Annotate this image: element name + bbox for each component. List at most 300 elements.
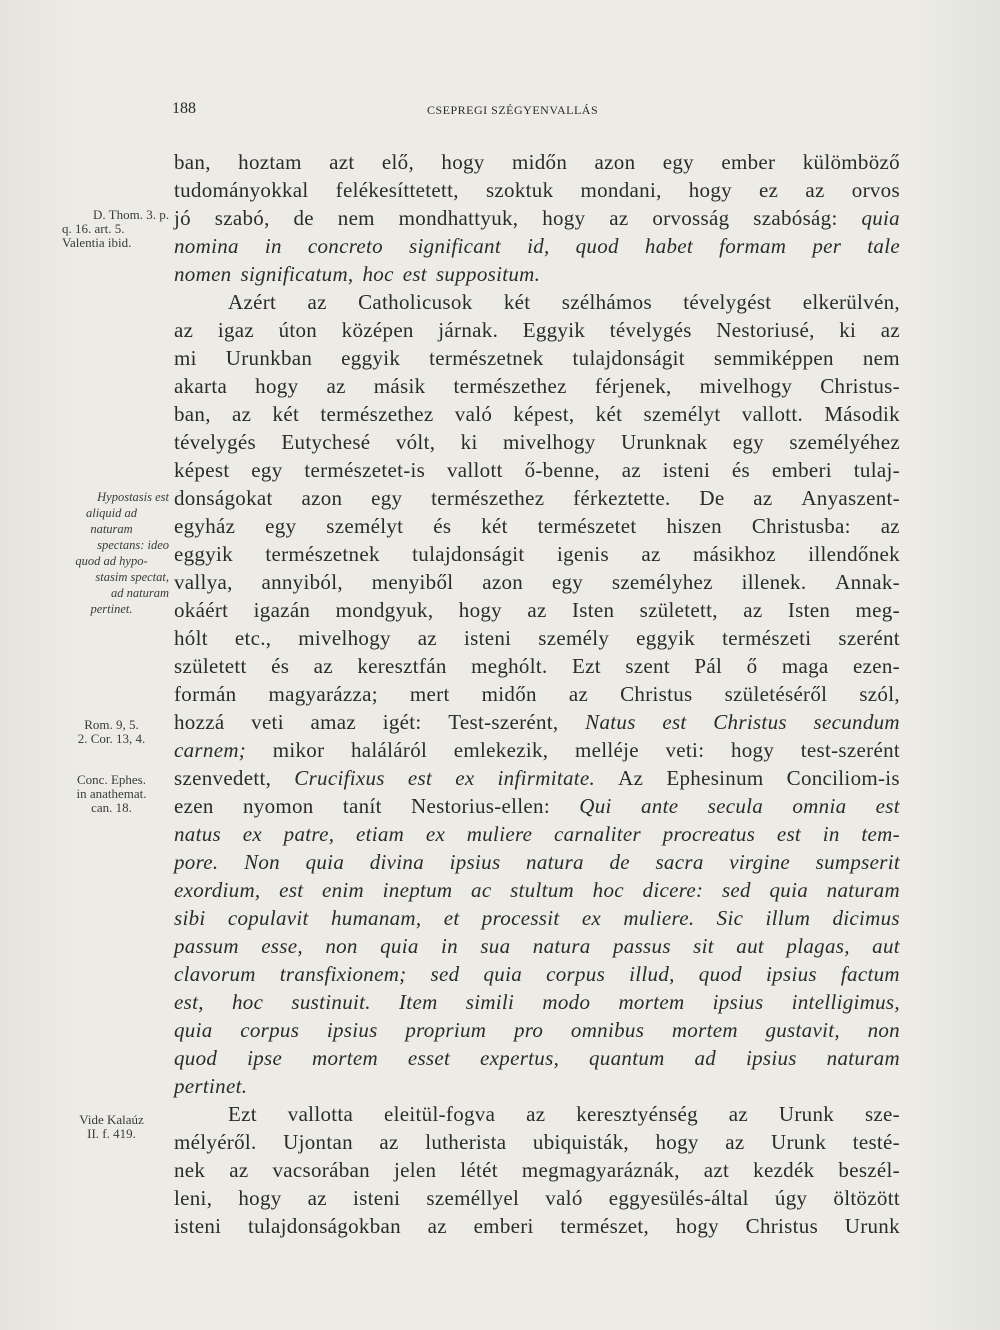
word: quod bbox=[698, 962, 742, 986]
word: aut bbox=[736, 934, 765, 958]
word: natura bbox=[532, 934, 591, 958]
word: omnia bbox=[792, 794, 847, 818]
word: test-szerént bbox=[800, 738, 900, 762]
word: Isten bbox=[571, 598, 615, 622]
word: dicimus bbox=[832, 906, 900, 930]
word: gustavit, bbox=[765, 1018, 840, 1042]
word: nek bbox=[174, 1158, 206, 1182]
word: szenvedett, bbox=[174, 766, 272, 790]
word: lutherista bbox=[425, 1130, 507, 1154]
word: ő-benne, bbox=[524, 458, 600, 482]
word: passus bbox=[612, 934, 671, 958]
word: leni, bbox=[174, 1186, 213, 1210]
word: de bbox=[609, 850, 630, 874]
word: illud, bbox=[629, 962, 675, 986]
word: testé- bbox=[852, 1130, 900, 1154]
word: De bbox=[699, 486, 725, 510]
word: id, bbox=[527, 234, 550, 258]
text-line bbox=[174, 960, 900, 988]
word: két bbox=[481, 514, 508, 538]
word: vallya, bbox=[174, 570, 233, 594]
word: ezen bbox=[174, 794, 214, 818]
word: az bbox=[427, 1214, 447, 1238]
word: quod bbox=[575, 234, 619, 258]
word: humanam, bbox=[330, 906, 422, 930]
word: nem bbox=[337, 206, 375, 230]
word: ember bbox=[721, 150, 776, 174]
word: patre, bbox=[283, 822, 335, 846]
word: pertinet. bbox=[174, 1074, 248, 1098]
text-line bbox=[174, 792, 900, 820]
text-line bbox=[174, 176, 900, 204]
word: Conciliom-is bbox=[786, 766, 900, 790]
word: egy bbox=[551, 570, 584, 594]
word: orvosság bbox=[652, 206, 730, 230]
word: significatum, bbox=[240, 262, 354, 286]
word: tulaj- bbox=[853, 458, 900, 482]
word: quia bbox=[483, 962, 523, 986]
text-line bbox=[174, 1184, 900, 1212]
word: tévelygést bbox=[683, 290, 772, 314]
word: vacsorában bbox=[272, 1158, 370, 1182]
word: Christus bbox=[713, 710, 787, 734]
word: isteni bbox=[174, 1214, 222, 1238]
margin-note-vide: Vide Kalaúz II. f. 419. bbox=[79, 1112, 144, 1141]
word: clavorum bbox=[174, 962, 256, 986]
word: Sic bbox=[716, 906, 744, 930]
word: esse, bbox=[261, 934, 303, 958]
word: de bbox=[293, 206, 314, 230]
word: keresztfán bbox=[357, 654, 447, 678]
text-line bbox=[174, 680, 900, 708]
word: tévelygés bbox=[609, 318, 692, 342]
text-line bbox=[174, 708, 900, 736]
word: midőn bbox=[481, 682, 537, 706]
word: Urunkban bbox=[225, 346, 313, 370]
margin-note-hypostasis: Hypostasis est aliquid ad naturam spectans: ideo quod ad hypo- stasim spectat, ad naturam pertinet. bbox=[75, 490, 169, 616]
word: Eutychesé bbox=[281, 430, 371, 454]
text-line bbox=[174, 400, 900, 428]
text-line bbox=[174, 204, 900, 232]
word: személy bbox=[538, 626, 610, 650]
word: mondgyuk, bbox=[335, 598, 434, 622]
word: hogy bbox=[730, 738, 775, 762]
word: férjenek, bbox=[594, 374, 672, 398]
word: keresztyénség bbox=[576, 1102, 698, 1126]
word: vallott bbox=[446, 458, 503, 482]
word: naturam bbox=[826, 1046, 900, 1070]
word: másik bbox=[373, 374, 426, 398]
word: Urunk bbox=[778, 1102, 835, 1126]
word: tulajdonságit bbox=[412, 542, 525, 566]
word: concreto bbox=[307, 234, 383, 258]
word: mortem bbox=[671, 1018, 738, 1042]
word: az bbox=[880, 514, 900, 538]
text-line bbox=[174, 764, 900, 792]
word: szabó, bbox=[214, 206, 270, 230]
word: plagas, bbox=[786, 934, 850, 958]
word: járnak. bbox=[438, 318, 499, 342]
word: est bbox=[776, 822, 802, 846]
text-line bbox=[174, 1212, 900, 1240]
word: ipsius bbox=[326, 1018, 378, 1042]
word: meg- bbox=[855, 598, 900, 622]
word: proprium bbox=[405, 1018, 487, 1042]
word: nomina bbox=[174, 234, 239, 258]
word: est bbox=[875, 794, 900, 818]
word: vallott. bbox=[741, 402, 804, 426]
word: secundum bbox=[813, 710, 900, 734]
word: az bbox=[307, 1186, 327, 1210]
word: infirmitate. bbox=[497, 766, 596, 790]
text-line bbox=[174, 988, 900, 1016]
text-line bbox=[174, 568, 900, 596]
word: Urunk bbox=[770, 1130, 827, 1154]
word: tudományokkal bbox=[174, 178, 309, 202]
word: copulavit bbox=[227, 906, 309, 930]
word: isteni bbox=[352, 1186, 401, 1210]
word: est bbox=[402, 262, 427, 286]
text-line bbox=[174, 148, 900, 176]
word: sze- bbox=[864, 1102, 900, 1126]
word: naturam bbox=[826, 878, 900, 902]
word: intelligimus, bbox=[791, 990, 900, 1014]
word: képest bbox=[174, 458, 230, 482]
word: külömböző bbox=[802, 150, 900, 174]
word: aut bbox=[872, 934, 900, 958]
word: ante bbox=[640, 794, 679, 818]
word: pro bbox=[513, 1018, 544, 1042]
text-line bbox=[174, 820, 900, 848]
word: Crucifixus bbox=[294, 766, 385, 790]
word: kezdék bbox=[753, 1158, 815, 1182]
word: hogy bbox=[675, 1214, 719, 1238]
word: hoc bbox=[592, 878, 624, 902]
word: ban, bbox=[174, 402, 211, 426]
word: és bbox=[731, 458, 750, 482]
word: beszél- bbox=[838, 1158, 900, 1182]
word: suppositum. bbox=[435, 262, 541, 286]
word: mert bbox=[409, 682, 450, 706]
word: két bbox=[595, 402, 623, 426]
word: az bbox=[313, 654, 333, 678]
word: hoc bbox=[362, 262, 394, 286]
text-line bbox=[174, 428, 900, 456]
word: etiam bbox=[355, 822, 405, 846]
word: mortem bbox=[311, 1046, 378, 1070]
word: az bbox=[174, 318, 194, 342]
text-line bbox=[174, 848, 900, 876]
word: személyéhez bbox=[789, 430, 900, 454]
word: sumpserit bbox=[815, 850, 900, 874]
text-line bbox=[174, 512, 900, 540]
word: mondani, bbox=[580, 178, 662, 202]
page-header bbox=[172, 100, 898, 124]
word: haláláról bbox=[351, 738, 428, 762]
word: ipsius bbox=[449, 850, 501, 874]
word: Ujontan bbox=[283, 1130, 353, 1154]
word: donságokat bbox=[174, 486, 273, 510]
word: az bbox=[621, 458, 641, 482]
word: személyt bbox=[643, 402, 721, 426]
word: az bbox=[326, 374, 346, 398]
word: simili bbox=[465, 990, 515, 1014]
word: isteni bbox=[464, 626, 512, 650]
word: Urunk bbox=[844, 1214, 900, 1238]
word: ipse bbox=[247, 1046, 283, 1070]
word: Christus bbox=[745, 1214, 819, 1238]
word: mondhattyuk, bbox=[398, 206, 519, 230]
word: melléje bbox=[574, 738, 639, 762]
word: ez bbox=[759, 178, 779, 202]
word: felékesíttetett, bbox=[335, 178, 459, 202]
word: Christusba: bbox=[751, 514, 851, 538]
word: tale bbox=[867, 234, 900, 258]
word: corpus bbox=[240, 1018, 300, 1042]
word: tem- bbox=[861, 822, 900, 846]
text-line bbox=[174, 876, 900, 904]
text-line bbox=[174, 736, 900, 764]
word: való bbox=[545, 1186, 583, 1210]
word: sed bbox=[721, 878, 751, 902]
word: hoztam bbox=[238, 150, 302, 174]
word: egyház bbox=[174, 514, 236, 538]
word: processit bbox=[481, 906, 560, 930]
word: az bbox=[526, 1102, 546, 1126]
word: eggyesülés-által bbox=[608, 1186, 749, 1210]
word: ki bbox=[839, 318, 857, 342]
text-line bbox=[174, 1128, 900, 1156]
word: tulajdonságokban bbox=[247, 1214, 401, 1238]
word: született, bbox=[639, 598, 718, 622]
word: Item bbox=[399, 990, 438, 1014]
word: okáért bbox=[174, 598, 229, 622]
word: mélyéről. bbox=[174, 1130, 257, 1154]
word: orvos bbox=[851, 178, 900, 202]
page-number: 188 bbox=[172, 100, 196, 117]
word: modo bbox=[542, 990, 591, 1014]
word: hólt bbox=[174, 626, 208, 650]
word: mivelhogy bbox=[503, 430, 596, 454]
word: az bbox=[417, 626, 438, 650]
word: hiszen bbox=[666, 514, 722, 538]
word: carnem; bbox=[174, 738, 247, 762]
word: quia bbox=[769, 878, 809, 902]
word: ipsius bbox=[766, 962, 817, 986]
word: eggyik bbox=[341, 346, 401, 370]
word: hogy bbox=[458, 598, 502, 622]
margin-note-rom: Rom. 9, 5. 2. Cor. 13, 4. bbox=[77, 717, 146, 746]
word: az bbox=[753, 486, 773, 510]
word: mivelhogy bbox=[298, 626, 391, 650]
word: természethez bbox=[320, 402, 434, 426]
word: szoktuk bbox=[485, 178, 554, 202]
word: virgine bbox=[729, 850, 791, 874]
word: azt bbox=[703, 1158, 730, 1182]
word: nomen bbox=[174, 262, 232, 286]
word: enim bbox=[321, 878, 365, 902]
word: in bbox=[822, 822, 840, 846]
word: természeti bbox=[722, 626, 812, 650]
word: szól, bbox=[859, 682, 900, 706]
word: sibi bbox=[174, 906, 206, 930]
word: elkerülvén, bbox=[802, 290, 900, 314]
word: ineptum bbox=[382, 878, 453, 902]
word: két bbox=[503, 290, 531, 314]
word: személyhez bbox=[611, 570, 713, 594]
word: Isten bbox=[787, 598, 831, 622]
word: azon bbox=[482, 570, 524, 594]
word: natura bbox=[526, 850, 584, 874]
word: illum bbox=[765, 906, 811, 930]
word: Non bbox=[244, 850, 280, 874]
word: egy bbox=[662, 150, 694, 174]
word: akarta bbox=[174, 374, 228, 398]
word: Nestoriusé, bbox=[716, 318, 815, 342]
word: hozzá bbox=[174, 710, 225, 734]
word: quia bbox=[174, 1018, 213, 1042]
word: az bbox=[880, 318, 900, 342]
word: semmiképpen bbox=[713, 346, 834, 370]
text-line bbox=[174, 1072, 900, 1100]
word: úgy bbox=[774, 1186, 808, 1210]
word: nyomon bbox=[242, 794, 314, 818]
word: szélhámos bbox=[561, 290, 652, 314]
word: muliere bbox=[466, 822, 533, 846]
word: hogy bbox=[688, 178, 732, 202]
word: emberi bbox=[473, 1214, 534, 1238]
word: személlyel bbox=[426, 1186, 520, 1210]
word: szabóság: bbox=[753, 206, 838, 230]
word: carnaliter bbox=[553, 822, 641, 846]
text-line bbox=[174, 484, 900, 512]
word: és bbox=[271, 654, 290, 678]
word: sua bbox=[480, 934, 511, 958]
word: hogy bbox=[542, 206, 586, 230]
word: Natus bbox=[585, 710, 636, 734]
text-line bbox=[174, 288, 900, 316]
word: mikor bbox=[272, 738, 325, 762]
text-line bbox=[174, 932, 900, 960]
word: Az bbox=[618, 766, 644, 790]
word: hogy bbox=[655, 1130, 699, 1154]
text-line bbox=[174, 1156, 900, 1184]
word: illenek. bbox=[741, 570, 807, 594]
word: quia bbox=[380, 934, 419, 958]
word: férkeztette. bbox=[573, 486, 671, 510]
text-line bbox=[174, 652, 900, 680]
word: sed bbox=[430, 962, 460, 986]
word: factum bbox=[840, 962, 900, 986]
word: significant bbox=[409, 234, 501, 258]
word: mivelhogy bbox=[699, 374, 793, 398]
word: sustinuit. bbox=[291, 990, 371, 1014]
word: jó bbox=[174, 206, 191, 230]
word: ex bbox=[242, 822, 262, 846]
word: tulajdonságit bbox=[572, 346, 685, 370]
word: az bbox=[229, 1158, 249, 1182]
text-line bbox=[174, 596, 900, 624]
word: Ephesinum bbox=[666, 766, 764, 790]
word: ő bbox=[746, 654, 758, 678]
word: emberi bbox=[771, 458, 832, 482]
word: veti bbox=[251, 710, 284, 734]
word: igenis bbox=[556, 542, 609, 566]
word: természethez bbox=[453, 374, 567, 398]
word: azt bbox=[329, 150, 355, 174]
word: midőn bbox=[511, 150, 568, 174]
word: quia bbox=[861, 206, 900, 230]
word: divina bbox=[369, 850, 425, 874]
word: ezen- bbox=[852, 654, 900, 678]
word: képest, bbox=[513, 402, 575, 426]
text-line bbox=[174, 260, 900, 288]
word: in bbox=[264, 234, 282, 258]
word: per bbox=[812, 234, 842, 258]
word: stultum bbox=[510, 878, 575, 902]
word: született bbox=[174, 654, 247, 678]
word: non bbox=[325, 934, 358, 958]
word: pore. bbox=[174, 850, 219, 874]
word: úton bbox=[278, 318, 318, 342]
text-line bbox=[174, 904, 900, 932]
word: veti: bbox=[665, 738, 705, 762]
word: secula bbox=[707, 794, 764, 818]
word: hogy bbox=[238, 1186, 282, 1210]
word: egy bbox=[251, 458, 283, 482]
word: ipsius bbox=[712, 990, 764, 1014]
word: Azért bbox=[228, 290, 277, 314]
word: omnibus bbox=[570, 1018, 645, 1042]
word: az bbox=[527, 598, 547, 622]
word: tanít bbox=[342, 794, 382, 818]
word: ipsius bbox=[745, 1046, 797, 1070]
word: isteni bbox=[662, 458, 711, 482]
word: quia bbox=[305, 850, 345, 874]
word: Christus- bbox=[820, 374, 900, 398]
word: et bbox=[443, 906, 460, 930]
text-line bbox=[174, 316, 900, 344]
word: Nestorius-ellen: bbox=[411, 794, 550, 818]
word: ban, bbox=[174, 150, 211, 174]
word: Qui bbox=[579, 794, 612, 818]
word: natus bbox=[174, 822, 222, 846]
word: nem bbox=[862, 346, 900, 370]
word: természetnek bbox=[429, 346, 544, 370]
text-line bbox=[174, 344, 900, 372]
word: illendőnek bbox=[808, 542, 900, 566]
word: ubiquisták, bbox=[532, 1130, 629, 1154]
text-line bbox=[174, 1016, 900, 1044]
word: az bbox=[728, 1102, 749, 1126]
word: ex bbox=[425, 822, 446, 846]
word: az bbox=[641, 542, 661, 566]
word: est bbox=[662, 710, 687, 734]
margin-note-thom: D. Thom. 3. p. q. 16. art. 5. Valentia ibid. bbox=[62, 207, 169, 250]
text-line bbox=[174, 624, 900, 652]
word: Ezt bbox=[571, 654, 601, 678]
word: quantum bbox=[589, 1046, 665, 1070]
word: Test-szerént, bbox=[448, 710, 559, 734]
word: corpus bbox=[546, 962, 606, 986]
word: eleitül-fogva bbox=[384, 1102, 496, 1126]
word: az bbox=[568, 682, 589, 706]
word: létét bbox=[460, 1158, 498, 1182]
word: ki bbox=[460, 430, 478, 454]
text-line bbox=[174, 372, 900, 400]
word: eggyik bbox=[174, 542, 233, 566]
word: természet, bbox=[560, 1214, 650, 1238]
